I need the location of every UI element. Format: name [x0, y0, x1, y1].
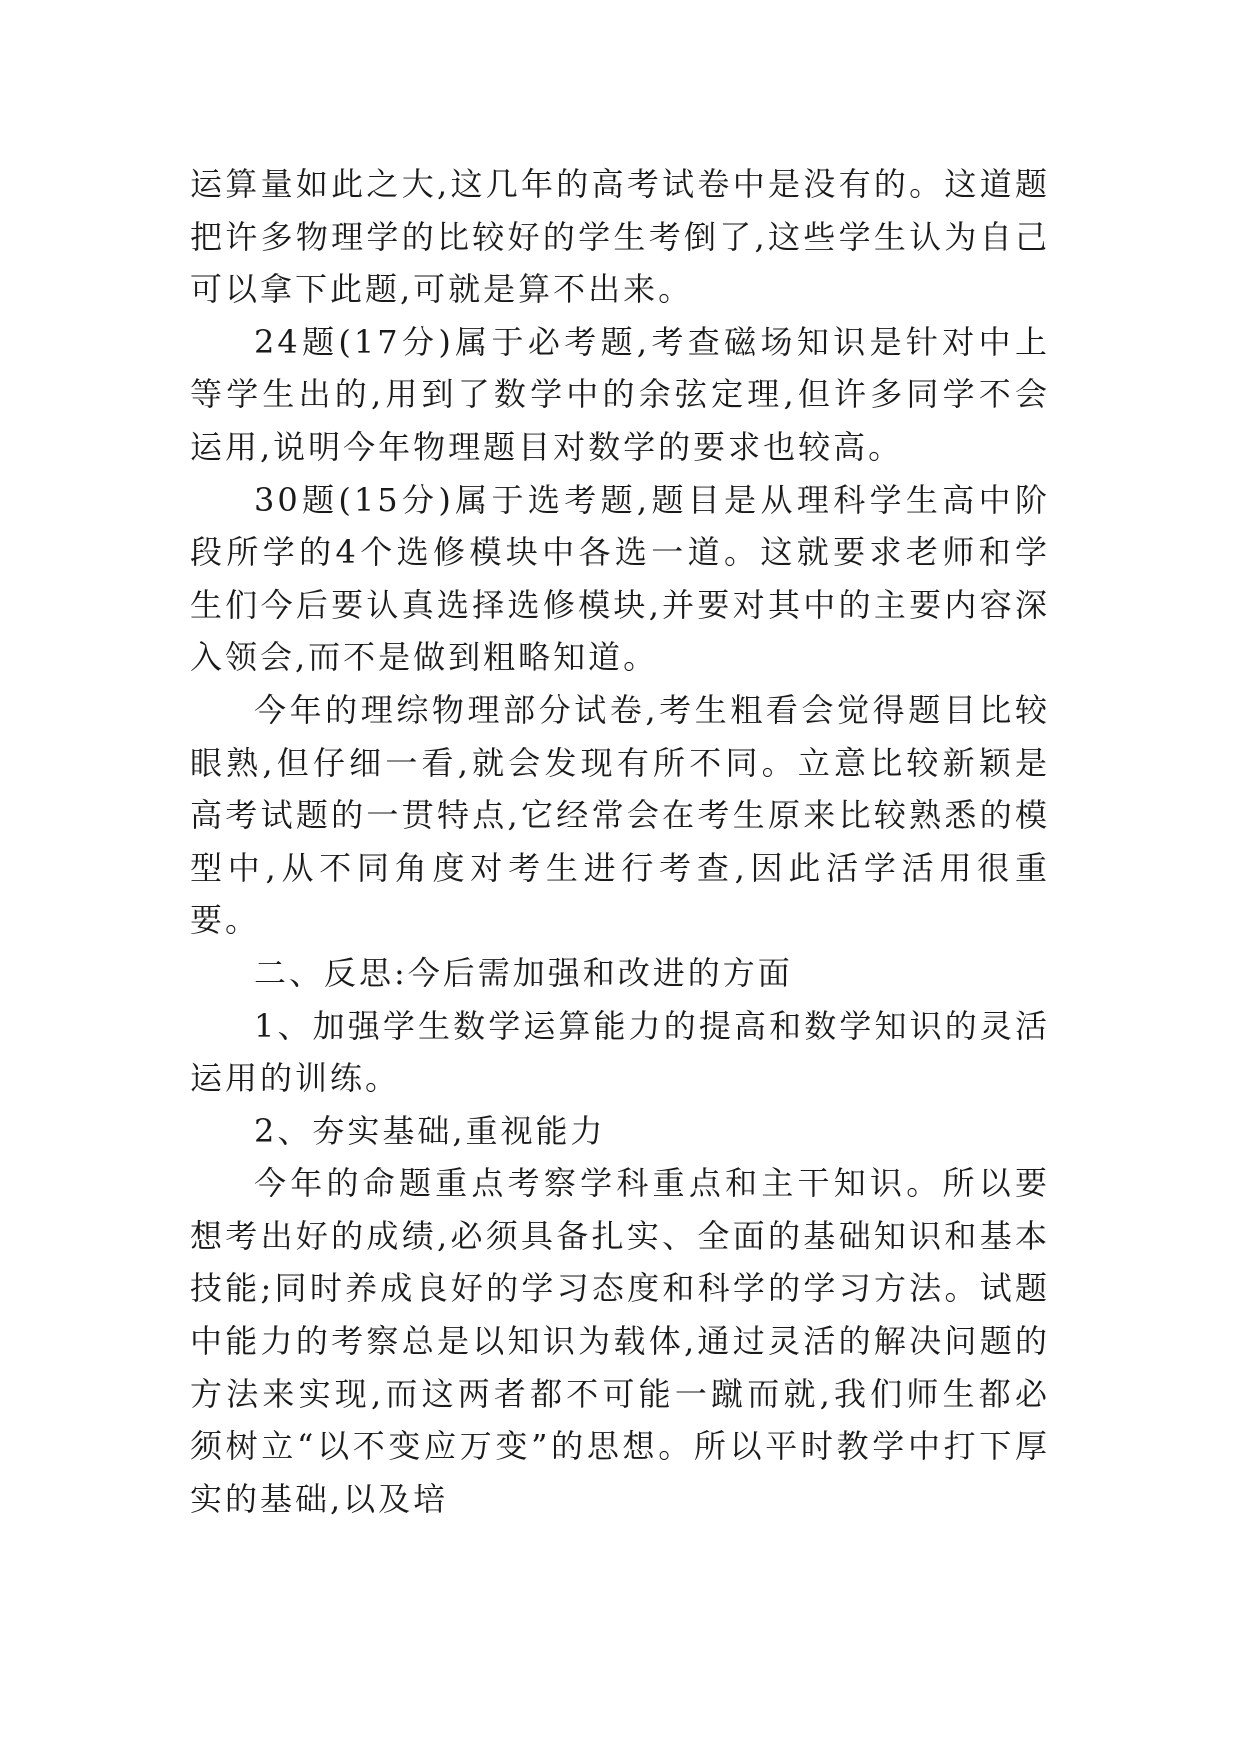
document-body	[190, 158, 1050, 1525]
paragraph-2: 24题(17分)属于必考题,考查磁场知识是针对中上等学生出的,用到了数学中的余弦定理,但许多同学不会运用,说明今年物理题目对数学的要求也较高。	[190, 322, 1050, 466]
paragraph-4: 今年的理综物理部分试卷,考生粗看会觉得题目比较眼熟,但仔细一看,就会发现有所不同。立意比较新颖是高考试题的一贯特点,它经常会在考生原来比较熟悉的模型中,从不同角度对考生进行考查,因此活学活用很重要。	[190, 690, 1050, 940]
paragraph-3: 30题(15分)属于选考题,题目是从理科学生高中阶段所学的4个选修模块中各选一道。这就要求老师和学生们今后要认真选择选修模块,并要对其中的主要内容深入领会,而不是做到粗略知道。	[190, 480, 1050, 677]
paragraph-5: 今年的命题重点考察学科重点和主干知识。所以要想考出好的成绩,必须具备扎实、全面的基础知识和基本技能;同时养成良好的学习态度和科学的学习方法。试题中能力的考察总是以知识为载体,通过灵活的解决问题的方法来实现,而这两者都不可能一蹴而就,我们师生都必须树立“以不变应万变”的思想。所以平时教学中打下厚实的基础,以及培	[190, 1164, 1050, 1518]
paragraph-1: 运算量如此之大,这几年的高考试卷中是没有的。这道题把许多物理学的比较好的学生考倒了,这些学生认为自己可以拿下此题,可就是算不出来。	[190, 165, 1050, 309]
list-item-1: 1、加强学生数学运算能力的提高和数学知识的灵活运用的训练。	[190, 1006, 1050, 1098]
list-item-2: 2、夯实基础,重视能力	[254, 1111, 606, 1150]
section-heading-reflection: 二、反思:今后需加强和改进的方面	[254, 953, 793, 992]
